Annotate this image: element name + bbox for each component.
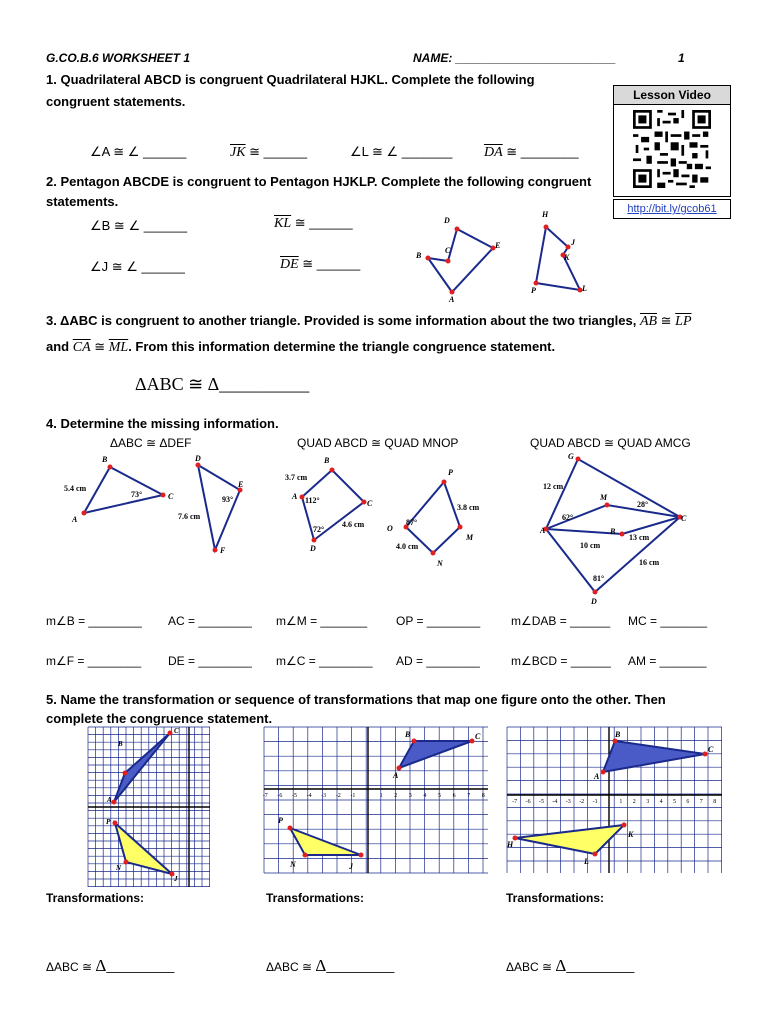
pentagon-hjklp [536,227,580,290]
q4-heading-quad-amcg: QUAD ABCD ≅ QUAD AMCG [530,436,691,450]
q3-line2-rest: . From this information determine the triangle congruence statement. [128,339,556,354]
x-tick-label: -3 [321,793,327,799]
fig2-angle-72: 72° [313,525,325,534]
fig3-side-12: 12 cm [543,482,564,491]
segment-ab-label: $\overline{AB}$ [639,314,658,329]
x-tick-label: 2 [394,793,398,799]
q5-cong-lhs-1: ΔABC ≅ [46,960,96,974]
x-tick-label: -3 [565,799,571,805]
lesson-video-box [613,85,731,197]
grid1-label-b: B [118,740,123,748]
q5-transformations-label-1: Transformations: [46,891,145,905]
fig2-label-p: P [448,468,453,477]
grid3-label-a: A [594,772,600,781]
worksheet-title: G.CO.B.6 WORKSHEET 1 [46,51,191,65]
pent2-label-l: L [582,284,587,293]
q5-transformations-label-2: Transformations: [266,891,365,905]
grid2-triangle-pnj [290,828,361,855]
grid1-label-j: J [174,875,178,883]
q2-item4-rest: ≅ ______ [298,256,361,271]
x-tick-label: -4 [306,793,312,799]
pent2-label-p: P [531,286,536,295]
fig2-label-a: A [292,492,298,501]
x-tick-label: -5 [292,793,297,799]
q5-congruence-1[interactable] [46,956,174,976]
x-tick-label: 1 [379,793,383,799]
x-tick-label: -2 [579,799,585,805]
fig3-angle-62: 62° [562,513,574,522]
q5-cong-lhs-3: ΔABC ≅ [506,960,556,974]
fig2-angle-87: 87° [406,518,418,527]
fig3-side-10: 10 cm [580,541,601,550]
x-tick-label: 7 [467,793,471,799]
x-tick-label: -6 [525,799,531,805]
fig2-side-40: 4.0 cm [396,542,419,551]
fig1-side-76: 7.6 cm [178,512,201,521]
fig2-side-46: 4.6 cm [342,520,365,529]
pent1-label-d: D [444,216,450,225]
triangle-abc [84,467,163,513]
q2-item-segment-kl[interactable] [274,215,353,232]
q1-item-angle-l[interactable]: ∠L ≅ ∠ _______ [350,144,453,159]
x-tick-label: -2 [335,793,341,799]
q4-answer-mb[interactable]: m∠B = ________ [46,614,142,628]
q1-item-angle-a[interactable]: ∠A ≅ ∠ ______ [90,144,187,159]
x-tick-label: -1 [592,799,598,805]
quad-abcd-1 [302,470,364,540]
fig1-angle-73: 73° [131,490,143,499]
x-tick-label: 4 [659,799,663,805]
q3-prompt-line1 [46,313,692,330]
x-tick-label: 5 [438,793,441,799]
x-tick-label: -7 [262,793,268,799]
x-tick-label: 4 [423,793,427,799]
grid3-label-k: K [628,830,634,839]
q2-pentagons-figure [400,205,610,305]
q1-item-segment-jk[interactable] [230,144,307,161]
q5-congruence-3[interactable] [506,956,634,976]
q4-answer-mf[interactable]: m∠F = ________ [46,654,142,668]
x-tick-label: -6 [277,793,283,799]
q5-congruence-2[interactable] [266,956,394,976]
q5-cong-rhs-2: Δ________ [315,956,395,975]
q5-grid-2 [264,727,488,873]
q3-prompt-line2 [46,339,555,356]
q5-prompt-line2: complete the congruence statement. [46,711,273,726]
grid2-label-c: C [475,732,481,741]
segment-ml-label: $\overline{ML}$ [108,340,129,355]
q1-item-segment-da[interactable] [484,144,579,161]
x-tick-label: 8 [713,799,717,805]
fig2-angle-112: 112° [305,496,320,505]
q4-answer-mdab[interactable]: m∠DAB = ______ [511,614,611,628]
triangle-def [198,465,240,550]
q5-grid-1 [88,727,210,887]
q4-answer-ad[interactable]: AD = ________ [396,654,480,668]
fig1-label-c: C [168,492,174,501]
x-tick-label: -4 [552,799,558,805]
fig1-angle-93: 93° [222,495,234,504]
fig3-label-g: G [568,452,574,461]
qr-code-icon[interactable] [633,110,711,188]
q5-transformations-label-3: Transformations: [506,891,605,905]
q2-prompt-line2: statements. [46,194,119,209]
q4-answer-mbcd[interactable]: m∠BCD = ______ [511,654,611,668]
q2-prompt-line1: 2. Pentagon ABCDE is congruent to Pentagon HJKLP. Complete the following congruent [46,174,592,189]
grid3-label-h: H [507,840,514,849]
q1-prompt-line1: 1. Quadrilateral ABCD is congruent Quadrilateral HJKL. Complete the following [46,72,535,87]
grid3-label-b: B [615,730,621,739]
grid2-label-a: A [393,771,399,780]
q1-prompt-line2: congruent statements. [46,94,186,109]
fig3-side-13: 13 cm [629,533,650,542]
q2-item-angle-j[interactable]: ∠J ≅ ∠ ______ [90,259,185,274]
lesson-video-link[interactable]: http://bit.ly/gcob61 [613,199,731,219]
grid1-label-p: P [106,818,111,826]
x-tick-label: 8 [481,793,485,799]
grid1-label-a: A [107,796,112,804]
q3-answer[interactable]: ΔABC ≅ Δ__________ [135,374,310,394]
fig1-label-b: B [102,455,108,464]
q3-and: and [46,339,73,354]
fig3-label-b: B [610,527,616,536]
segment-lp-label: $\overline{LP}$ [675,314,692,329]
q5-prompt-line1: 5. Name the transformation or sequence of transformations that map one figure onto the other. Then [46,692,666,707]
segment-ca-label: $\overline{CA}$ [72,340,91,355]
q4-heading-triangles: ΔABC ≅ ΔDEF [110,436,192,450]
grid3-triangle-hkl [515,825,624,854]
q4-answer-mc[interactable]: MC = _______ [628,614,708,628]
q5-cong-lhs-2: ΔABC ≅ [266,960,316,974]
fig1-label-f: F [220,546,226,555]
x-tick-label: 2 [632,799,636,805]
x-tick-label: -1 [350,793,356,799]
q1-item4-rest: ≅ ________ [502,144,579,159]
segment-jk-label: $\overline{JK}$ [230,145,246,160]
pent1-label-c: C [445,246,451,255]
fig2-side-37: 3.7 cm [285,473,308,482]
fig1-label-d: D [195,454,201,463]
grid1-label-c: C [174,727,179,735]
q4-heading-quad-mnop: QUAD ABCD ≅ QUAD MNOP [297,436,459,450]
x-tick-label: 7 [699,799,703,805]
fig3-label-d: D [591,597,597,606]
fig3-label-a: A [540,526,546,535]
q2-item-segment-de[interactable] [280,256,360,273]
grid2-label-j: J [349,862,353,871]
q4-answer-op[interactable]: OP = ________ [396,614,481,628]
grid3-label-c: C [708,745,714,754]
pentagon-abcde [428,229,493,292]
grid2-label-p: P [278,816,283,825]
fig1-label-e: E [238,480,244,489]
q1-item2-rest: ≅ ______ [245,144,308,159]
q4-answer-mc-angle[interactable]: m∠C = ________ [276,654,373,668]
fig3-side-16: 16 cm [639,558,660,567]
fig2-label-o: O [387,524,393,533]
segment-kl-label: $\overline{KL}$ [274,216,292,231]
fig2-label-d: D [310,544,316,553]
fig2-label-b: B [324,456,330,465]
pent2-label-j: J [571,238,575,247]
lesson-video-title: Lesson Video [614,86,730,105]
segment-da-label: $\overline{DA}$ [484,145,503,160]
q4-answer-ac[interactable]: AC = ________ [168,614,252,628]
x-tick-label: 3 [646,799,650,805]
pent1-label-e: E [495,241,501,250]
fig3-angle-28: 28° [637,500,649,509]
q4-answer-mm[interactable]: m∠M = _______ [276,614,368,628]
x-tick-label: 6 [686,799,690,805]
q4-answer-am[interactable]: AM = _______ [628,654,707,668]
fig3-label-c: C [681,514,687,523]
fig2-side-38: 3.8 cm [457,503,480,512]
pent2-label-h: H [542,210,549,219]
x-tick-label: 3 [408,793,412,799]
x-tick-label: 1 [619,799,623,805]
fig1-label-a: A [72,515,78,524]
q5-cong-rhs-1: Δ________ [95,956,175,975]
fig2-label-n: N [437,559,443,568]
fig2-label-m: M [466,533,474,542]
grid1-label-n: N [116,864,122,872]
grid3-label-l: L [584,857,589,866]
fig1-side-54: 5.4 cm [64,484,87,493]
grid2-label-b: B [405,730,411,739]
x-tick-label: -7 [512,799,518,805]
q4-answer-de[interactable]: DE = ________ [168,654,252,668]
pent1-label-b: B [416,251,422,260]
fig3-label-m: M [600,493,608,502]
q4-figures [40,450,760,612]
q5-cong-rhs-3: Δ________ [555,956,635,975]
q3-line1-text: 3. ΔABC is congruent to another triangle. Provided is some information about the two triangles, [46,313,640,328]
pent2-label-k: K [564,253,570,262]
q5-grid-3 [507,727,722,873]
grid2-label-n: N [290,860,296,869]
fig3-angle-81: 81° [593,574,605,583]
x-tick-label: 6 [452,793,456,799]
pent1-label-a: A [449,295,455,304]
fig2-label-c: C [367,499,373,508]
q3-cong-1: ≅ [657,313,676,328]
page-number: 1 [678,51,685,65]
x-tick-label: -5 [539,799,544,805]
quad-amcg-outer [546,459,680,592]
q3-cong-2: ≅ [90,339,109,354]
name-field[interactable]: NAME: ________________________ [413,51,616,65]
q2-item-angle-b[interactable]: ∠B ≅ ∠ ______ [90,218,188,233]
segment-de-label: $\overline{DE}$ [280,257,299,272]
q2-item2-rest: ≅ ______ [291,215,353,230]
q4-prompt: 4. Determine the missing information. [46,416,279,431]
x-tick-label: 5 [673,799,676,805]
